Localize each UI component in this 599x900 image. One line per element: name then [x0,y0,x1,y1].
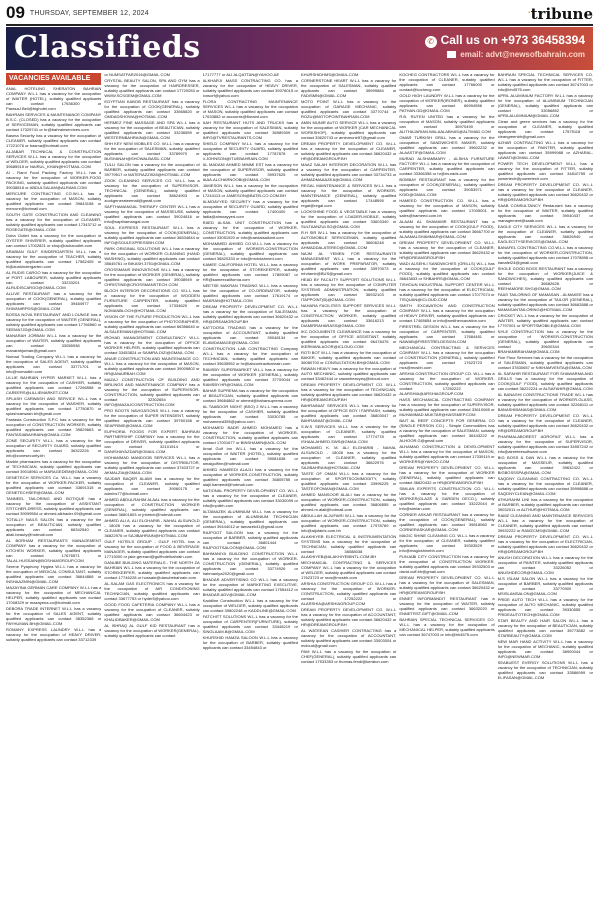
ad-column-1 [6,73,101,896]
classified-ad: SAPTHAMANGAL THERAPY CENTER W.L.L has a vacancy for the occupation of MASSEUSE, suitably qualified applicants can contact 39024816 or info@sapthamangal.com [104,204,200,224]
classified-ad: SHIELD COMPANY W.L.L has a vacancy for the occupation of SECURITY GUARD, suitably qualified applicants can contact 17787878 or V.JOHNSON@ITUEBAHRAIN.COM [202,141,298,161]
classified-ad: AL MADANI AHMED MIMMI EST has a vacancy for the occupation of SUPERVISOR, suitably qualified applicants can contact 39937625 or IAAA.ALCHARNOOBI@GMAIL.COM [202,162,298,182]
classified-ad: ALAKHIYEB ELECTRICAL & INSTRUMENTATION SYSTEMS has a vacancy for the occupation of TECHNICIAN, suitably qualified applicants can contact 38088038 or ALAKHIYEB@ALAKHIYEBINTL.COM.BH [300,534,397,559]
classified-ad: HAMEED CONSTRUCTION CO. W.L.L has a vacancy for the occupation of MASON, suitably qualified applicants can contact 17005001 or sales@hameed.com.bh [399,198,495,218]
classified-ad: HEAD BY FACILITY SUPPORT SOLUTIONS W.L.L has a vacancy for the occupation of COMPUTER SYSTEMS ADMINISTRATION, suitably qualified applicants can contact 36932103 or ITAPPOINT(B)@GMAIL.COM [300,277,397,302]
classified-ad: Nomad Trading Company W.L.L has a vacancy for the occupation of SALES AGENT, suitably qualified applicants can contact 33771701 or info@nomadbh.com [6,354,102,374]
classified-ad: MECHANICAL CONTRACTING & SERVICES COMPANY W.L.L has a vacancy for the occupation of WELDER, suitably qualified applicants can contact 17623723 or mcs@mcsbh.com [300,559,397,580]
classified-ad: MANARAH JORBAN W.L.L has a vacancy for the occupation of WAITER, suitably qualified applicants can contact 33055938 or manarahjorban@gmail.com [6,333,102,353]
classified-ad: ROTI BOT W.L.L has a vacancy for the occupation of BAKER, suitably qualified applicants can contact 36080700 or CONSULTATION.BH@GMAIL.COM [300,349,397,365]
classified-ad: PARK ORIGINAL SOLUTIONS W.L.L has a vacancy for the occupation of WORKER CLEANING (HAND WASHING), suitably qualified applicants can contact 35645761 or BIKASH.3751@GMAIL.COM [104,246,200,266]
classified-ad: AZHAR CONTRACTING W.L.L has a vacancy for the occupation of PAINTER, suitably qualified applicants can contact 35999988 or AZHARAL-LAWATI@GMAIL.COM [497,139,593,160]
classified-ad: GENETECH SERVICES Co. W.L.L has a vacancy for the occupation of WORKER-PACKER, suitably qualified applicants can contact 33691315 or GENETECHSER@GMAIL.COM [6,475,102,495]
classified-ad: KHURSHID HAMZA SALOON W.L.L has a vacancy for the occupation of BARBER, suitably qualified applicants can contact 33454843 or [202,635,298,651]
classified-ad: TOTALLY NAILS SALON has a vacancy for the occupation of BEAUTICIAN, suitably qualified applicants can contact 66342540 or aliali.beauty@hotmail.com [6,517,102,537]
classified-ad: Doha Outlet has a vacancy for the occupation of OYSTER SHIVERER, suitably qualified applicants can contact 17002821 or shop@dohaoutlet.com [6,233,102,248]
classified-ad: MAZAJ CONSTRUCTION OF BUILDING AND BIRLINGS AND MAINTENANCE COMPANY has a vacancy for the occupation of SUPERVISOR-CONSTRUCTION, suitably qualified applicants can contact 32302654 or INFO@MAZAJCONSTRUCTION.COM [104,377,200,407]
classified-ad: SMITH EXCAVATION AND CONSTRUCTION COMPANY W.L.L has a vacancy for the occupation of HEAVY DRIVER, suitably qualified applicants can contact 17465654 or info@smithexcavation.com [399,303,495,323]
classified-ad: DREAM PROPERTY DEVELOPMENT CO. W.L.L has a vacancy for the occupation of SALESMAN, suitably qualified applicants can contact 36620432 or HR@DREAMGROUP.BH [399,574,495,595]
page-header [6,4,593,22]
classified-ad: BAIT AL REEF CONCEPTS FOR GENERAL CO (SINGLE PERSON CO.) - Simple Commodities has a vacancy for the occupation of SALESMAN, suitably qualified applicants can contact 36443222 or ALHOOR.G@gmail.com [399,417,495,443]
classified-ad: ATHURAHM LINI has a vacancy for the occupation of BARBER, suitably qualified applicants can contact 39032011 or ALTHUR@HOTMAIL.COM [497,496,593,512]
masthead-logo [528,5,593,23]
classified-ad: REGAL MAINTENANCE & SERVICES W.L.L has a vacancy for the occupation of WORKER-MAINTENANCE (GENERAL), suitably qualified applicants can contact 17448595 or regal@regal.com [300,183,397,208]
classified-ad: Kaddline Construction W.L.L has a vacancy for the occupation of WELDER, suitably qualified applicants can contact 39802248 or KADDLINE@GMAIL.COM [202,598,298,614]
classified-ad: NATIONAL PROPERTY DEVELOPMENT CO. W.L.L has a vacancy for the occupation of CLEANER, suitably qualified applicants can contact 33030099 or info@npdbh.com [202,488,298,509]
classified-ad: ROMANY EXPRESS LAUNDRY W.L.L has a vacancy for the occupation of HEAVY DRIVER, suitably qualified applicants can contact 33712339 [6,627,102,642]
classified-ad: KATTOOSA TRADING has a vacancy for the occupation of ACCOUNTANT, suitably qualified applicants can contact 39048134 or ELAWDAMAGE@GMAIL.COM [202,325,298,346]
classified-ad: ZONE SECURITY W.L.L has a vacancy for the occupation of SECURITY GUARD, suitably qualified applicants can contact 36322226 or info@zonesecurity.bh [6,438,102,458]
classified-ad: ARSHIA CONSTRUCTION GROUP CO. W.L.L has a vacancy for the occupation of WORKER-CONSTRUCTION, suitably qualified applicants can contact 17252222 or ALARSHIA@ARSHIAGROUP.COM [399,370,495,396]
classified-ad: MOHAMED K. M. ALI ELGHARIB - NAHAL ALSUNOLD - 18026 has a vacancy for the occupation of CLEANER, suitably qualified applicants can contact 36822976 or SAJIBAHRAIN@HOTMAIL.COM [300,445,397,470]
classified-ad: BOSSA NOVA RESTAURANT AND LOUNGE has a vacancy for the occupation of WAITER (GENERAL), suitably qualified applicants can contact 17766560 or SEEMA7JD@GMAIL.COM [6,312,102,332]
classified-ad: SOUL EXPRESS RESTAURANT W.L.L has a vacancy for the occupation of COOK(GENERAL), suitably qualified applicants can contact 36834844 or INFO@SOULEXPRESSBH.COM [104,225,200,245]
classified-ad: AHMED MANSOOR ALALI has a vacancy for the occupation of WORKER-CONSTRUCTION, suitably qualified applicants can contact 36806555 or ahmed.m.alali@hotmail.com [300,492,397,512]
classified-ad: IKC DOCUMENTS CLEARANCE has a vacancy for the occupation of OFFICE ASSISTANT, suitably qualified applicants can contact 66478476 or IKERMANLAGOR@ICLOUD.COM [300,328,397,349]
ad-column-2 [104,73,199,896]
classified-ad: RAMZ CLEANING AND MAINTENANCE SERVICES W.L.L has a vacancy for the occupation of CLEANER, suitably qualified applicants can contact 39932222 or RAMZCMS@GMAIL.COM [497,513,593,533]
classified-ad: DREAM PROPERTY DEVELOPMENT CO. W.L.L has a vacancy for the occupation of TECHNICIAN, suitably qualified applicants can contact 36620432 or HR@DREAMGROUP.BH [300,382,397,402]
classified-ad: KOCHEG CONTRACTORS W.L.L has a vacancy for the occupation of CLEANER, suitably qualified applicants can contact 17766000 or contact@kochecg.com [399,73,495,92]
classified-ad: BAHRAIN SERVICES & MAINTENANCE COMPANY B.S.C. (CLOSED) has a vacancy for the occupation of SERVICEMAN, suitably qualified applicants can contact 17329741 or hr@bahrainservices.com [6,111,102,132]
section-heading: VACANCIES AVAILABLE [6,73,101,85]
classified-ad: ALHAMAD CONSTRUCTION & DEVELOPMENT W.L.L has a vacancy for the occupation of MASON, suitably qualified applicants can contact 17339119 or WORKERS@YAHOO.COM [399,443,495,464]
classified-ad: BOMBAY RESTAURANT has a vacancy for the occupation of COOK(GENERAL), suitably qualified applicants can contact 39053971 or KGID@GMAIL.COM [399,177,495,197]
classified-ad: RAJPOOT SALOON has a vacancy for the occupation of BARBER, suitably qualified applicants can contact 36801444 or RAJPOOTSALOON@GMAIL.COM [202,530,298,551]
classified-ad: Serene Pyaphony Hygiea W.L.L has a vacancy for the occupation of MEDICAL CONSULTANT, suitably qualified applicants can contact 36644868 or INSHAAZMIN@GMAIL.COM [6,564,102,584]
classified-ad: SAAB CONSULTANCY Restaurant has a vacancy for the occupation of WAITER, suitably qualified applicants can contact 39040437 or management@saab.com [497,202,593,223]
classified-ad: Marble pharmacies has a vacancy for the occupation of TECHNICIAN, suitably qualified applicants can contact 39018961 or MARAGEDEM@GMAIL.COM [6,459,102,474]
classified-ad: SAJDAR BAQER ALAWI has a vacancy for the occupation of CLEANER, suitably qualified applicants can contact 39060175 or admins77@hotmail.com [104,475,200,496]
classified-ad: MOHAMMED AHMED CO.W.L.L has a vacancy for the occupation of WORKER-CONSTRUCTION (GENERAL), suitably qualified applicants can contact 36820333 or info@mohdahmed.com [202,241,298,262]
banner-email-text: email: advt@newsofbahrain.com [460,50,585,59]
classified-ad: SHH KEY NEW MOBILES CO. W.L.L has a vacancy for the occupation of SALESMAN, suitably qualified applicants can contact 33789970 or BUSHANAH@SHOWALBASIL.COM [104,141,200,161]
classified-ad: RAMSBY SUPERMARKET W.L.L has a vacancy for the occupation of WORKER (GENERAL), suitably qualified applicants can contact 37709044 or RAMSBY.HR@GMAIL.COM [202,367,298,388]
classified-ad: PHARMALABOREST AGROFAIT W.L.L has a vacancy for the occupation of SUPERVISOR, suitably qualified applicants can contact 34557242 or info@alreeteesoftware.com [497,433,593,454]
classified-ad: MOHAMMAD MANDOOB SERVICES W.L.L has a vacancy for the occupation of DISTRIBUTOR, suitably qualified applicants can contact 37403727 or AKMALZIA@GMAIL.COM [104,454,200,475]
classified-ad: HERMEZ FINE MASSAGE AND SPA W.L.L has a vacancy for the occupation of BEAUTICIAN, suitably qualified applicants can contact 33236559 or WESTERNBAHRAIN@GMAIL.COM [104,120,200,140]
classified-ad: RAWAN HEAVY has a vacancy for the occupation of AUTO MECHANIC, suitably qualified applicants can contact 33462444 or rawanheavyeq@icloud.com [300,366,397,381]
classified-ad: Fantasia Construction S.P.C has a vacancy for the occupation of CONSTRUCTION WORKER, suitably qualified applicants can contact 39829663 or FANTASIABAHRAIN@GMAIL.COM [6,417,102,437]
ad-column-3 [203,73,298,896]
banner-title: Classifieds [14,30,201,65]
classified-ad: EUPHORIA FOODS FOR EXPERT BAHRAIN PARTNERSHIP COMPANY has a vacancy for the occupation of DRIVER, suitably qualified applicants can contact 32101514 or DANISHAYAZDAR@GMAIL.COM [104,429,200,454]
banner-phone [425,33,585,48]
classified-ad: AL TAABOOR NIGHT (BSG) 2 W.L.L has a vacancy for the occupation of CASHIER, suitably qualified applicants can contact 33030785 or mohammed355@yahoo.com [202,404,298,425]
classified-ad: JAMESON W.L.L has a vacancy for the occupation of MASON, suitably qualified applicants can contact 17244113 or JAMESON@BATELCO.COM.BH [202,183,298,199]
classified-ad: ZOOK CLEANING SERVICES CO. W.L.L has a vacancy for the occupation of SUPERVISOR-TECHNICAL (GENERAL), suitably qualified applicants can contact 38624903 or zookgenerateemail@gmail.com [104,178,200,203]
classified-ad: FATCHITT SOLUTIONS W.L.L has a vacancy for the occupation of CARPENTER(FURNITURE), suitably qualified applicants can contact 33448219 or SINGLAAM.B@GMAIL.COM [202,614,298,635]
classified-ad: LOOKSHINE FOOD & VEGETABLE has a vacancy for the occupation of LOADER-MOBILE, suitably qualified applicants can contact 33603340 or SULTAANZULSG@GMAIL.COM [300,209,397,229]
classified-ad: CONSTRUCTION LAB CONTRACTING Company W.L.L has a vacancy for the occupation of TECHNICIAN, suitably qualified applicants can contact 39635952 or hr@labcontractbahrain.com [202,346,298,367]
ads-columns [6,73,593,896]
classified-ad: TASTE OF OMAN W.L.L has a vacancy for the occupation of SPORTSCOMMODITY, suitably qualified applicants can contact 33996225 or TASTEOFOMAN@GMAIL.COM [300,471,397,491]
classified-ad: ARABIAN GULF KINDERGARTEN W.L.L has a vacancy for the occupation of TEACHER, suitably qualified applicants can contact 17582405 or hi@aunkindergarten.com [6,249,102,269]
classified-ad: DREAM PROPERTY DEVELOPMENT CO. W.L.L has a vacancy for the occupation of ACCOUNTANT, suitably qualified applicants can contact 36620432 or HR@DREAMGROUP.BH [300,606,397,627]
classified-ad: CROSSMANS INNOVATIONS W.L.L has a vacancy for the occupation of WORKER (GENERAL), suitably qualified applicants can contact 39038949 or CHRISTINE@CROSSMANSTECH.COM [104,267,200,287]
masthead-name: tribune [530,5,593,23]
classified-ad: IROHAD MANAGEMENT CONSULTANCY W.L.L has a vacancy for the occupation of OFFICE WORKER HELPER, suitably qualified applicants can contact 33453824 or SAIMRA.DIZI@GMAIL.COM [104,335,200,355]
classified-ad: PUNJABI CITY CONSTRUCTION has a vacancy for the occupation of CONSTRUCTION WORKER, suitably qualified applicants can contact 39332503 or david.cuff.bh@gmail.com [399,553,495,574]
classified-ad: 17177777 or ALI.ALQATTAN@YAHOO.AE [202,73,280,77]
classified-ad: CORNERSTONE HEART W.L.L has a vacancy for the occupation of SALESMAN, suitably qualified applicants can contact 35999684 or FADISMN@GMAIL.COM [300,78,397,98]
classified-ad: NEETSE MAKRAN TRADING W.L.L has a vacancy for the occupation of CO-ORDINATOR, suitably qualified applicants can contact 17619174 or MAKRAN@HOTMAIL.COM [202,283,298,304]
phone-icon: ✆ [425,36,437,48]
issue-date: THURSDAY, SEPTEMBER 12, 2024 [29,9,149,17]
classified-ad: GOLD HIGH LAUNDRY W.L.L has a vacancy for the occupation of WORKER(IRONER), suitably qualified applicants can contact 66994556 or PATHAN.GD@GMAIL.COM [399,93,495,113]
classified-ad: R.B. RUTEN UNITED has a vacancy for the occupation of MASON, suitably qualified applicants can contact 36970490 or ALITHAJARIAN.WALAALABHAS@ALTIMAD.COM [399,114,495,134]
classified-ad: DREAM PROPERTY DEVELOPMENT CO. W.L.L has a vacancy for the occupation of CLEANER, suitably qualified applicants can contact 36620432 or HR@DREAMGROUP.BH [497,181,593,202]
classified-ad: SEABUEST EVERGY SOLUTIONS W.L.L has a vacancy for the occupation of TECHNICIAN, suitably qualified applicants can contact 33586959 or ELIFASAN@GMAIL.COM [497,660,593,680]
classified-ad: R.H SIR W.L.L has a vacancy for the occupation of AUTOMOBILE SERVICEMAN, suitably qualified applicants can contact 36606248 or AHMADDALATEREO@GMAIL.COM [300,230,397,250]
classified-ad: RAED ALSAIL UNIT CONSTRUCTION has a vacancy for the occupation of WORKER-CONSTRUCTION, suitably qualified applicants can contact 33051920 or info@raedalsailunit.com [202,220,298,241]
classified-ad: BAHMANIYA BUILDING CONSTRUCTION W.L.L has a vacancy for the occupation of WORKER-CONSTRUCTION (GENERAL), suitably qualified applicants can contact 33774926 or bahmaniya2020@gmail.com [202,551,298,577]
classified-ad: S.W.S SERVICES W.L.L has a vacancy for the occupation of CLEANER, suitably qualified applicants can contact 17774778 or ISHAALAHMED.SWS@GMAIL.COM [300,424,397,444]
classified-ad: MOTO POINT W.L.L has a vacancy for the occupation of GARAGE MECHANIC, suitably qualified applicants can contact 33770744 or ROZU@MOTOPOINTBAHRAIN.COM [300,99,397,119]
classified-ad: KAMEE CALIFORNIA HOTEL W.L.L has a vacancy for the occupation of STOREKEEPER, suitably qualified applicants can contact 17809087 or HR@kameecalifornia.com [202,262,298,283]
ad-column-4 [301,73,396,896]
classified-ad: TANNEEL TAILORING AND BOTIQUE has a vacancy for the occupation of ASSISTANT STITCHER-DRESS, suitably qualified applicants can contact 39099554 or ahmed.alkhader.09@gmail.com [6,496,102,516]
classified-ad: BAHRAIN SPECIAL TECHNICAL SERVICES CO. W.L.L has a vacancy for the occupation of MECHANICAL HELPER, suitably qualified applicants can contact 36747003 or info@bh4575.com [399,616,495,637]
classified-ad: Al - Rami Food Packing Factory W.L.L has a vacancy for the occupation of WORKER-FOOD PACKING, suitably qualified applicants can contact 39038818 or ABDULSALAM@ALRAMI.COM [6,170,102,190]
classified-ad: Basma Security has a vacancy for the occupation of CLEANER, suitably qualified applicants can contact 17221076 or basma@hotmail.com [6,132,102,148]
classified-ad: GOOD FOOD CAFETERIA COMPANY W.L.L has a vacancy for the occupation of CLEANER, suitably qualified applicants can contact 36604423 or KHALIDBAKER@GMAIL.COM [104,601,200,622]
classified-ad: DREAM PROPERTY DEVELOPMENT CO. W.L.L has a vacancy for the occupation of ELECTRICIAN, suitably qualified applicants can contact 36620432 or HR@DREAMGROUP.BH [497,534,593,554]
classified-ad: FLORA CONTRACTING MAINTENANCE SERVICES W.L.L has a vacancy for the occupation of MASON, suitably qualified applicants can contact 17633882 or accounts@floraint.com [202,99,298,119]
logo-dot-icon: . [527,5,531,15]
classified-ad: DREAM PROPERTY DEVELOPMENT CO. W.L.L has a vacancy for the occupation of CLEANER, suitably qualified applicants can contact 36620432 or HR@DREAMGROUP.BH [300,141,397,161]
classified-ad: TULLI SALON has a vacancy for the occupation of BARBER, suitably qualified applicants can contact 39779517 or MATERAZZI928@HOTMAIL.COM [104,162,200,178]
classified-ad: AL SAFAHIR RESTAURANT FOR SHAWARMA AND GRILLS has a vacancy for the occupation of COOK(GULF FOOD), suitably qualified applicants can contact 36222224 or ALSAFAHIR@GMAIL.COM [497,370,593,391]
classified-ad: BIG BOSS & DAN W.L.L has a vacancy for the occupation of MASSEUR, suitably qualified applicants can contact 39632422 or BIGBOSSSPA@GMAIL.COM [497,454,593,475]
classified-ad: AL RUDIS CARGO has a vacancy for the occupation of PORT LABOURER, suitably qualified applicants can contact 33233201 or ALRUDISCARGO@GMAIL.COM [6,270,102,290]
mail-icon [447,51,456,58]
classifieds-banner [6,27,593,70]
banner-email [447,50,585,59]
classified-ad: SOUTH GATE CONSTRUCTION AND CLEANING has a vacancy for the occupation of CLEANER, suitably qualified applicants can contact 17343712 or ROSEGATE@GMAIL.COM [6,212,102,232]
classified-ad: AL BORHAM RESTAURANTS MANAGEMENT COMPANY has a vacancy for the occupation of KITCHEN WORKER, suitably qualified applicants can contact 17676571 or TALAL.HUSSAIN@BOSHAMGROUP.COM [6,538,102,563]
classified-ad: MURAD ALSHAMMARY - ALSIHA FURNITURE FACTORY W.L.L has a vacancy for the occupation of CARPENTER, suitably qualified applicants can contact 33366358 or hr@murads.com [399,156,495,176]
classified-ad: ALJABAR TECHNICAL & CONSTRUCTION SERVICES W.L.L has a vacancy for the occupation of WELDER, suitably qualified applicants can contact 39685915 or NAIRUL_KHAN@HOTMAIL.COM [6,149,102,169]
classified-ad: AL-SALAM GAS ELECTRONICS has a vacancy for the occupation of AIR CONDITIONING TECHNICIAN, suitably qualified applicants can contact 33677753 or hyder5@yahoo.com [104,580,200,601]
classified-ad: ALTAMAZEK ALUMINIUM W.L.L has a vacancy for the occupation of ALUMINIUM TECHNICIAN (GENERAL), suitably qualified applicants can contact 39444012 or tamazek41@gmail.com [202,509,298,530]
classified-ad: PAM W.L.L has a vacancy for the occupation of CHEF(GENERAL), suitably qualified applicants can contact 17533353 or thomas.fendi@keraton.com [300,648,397,664]
classified-ad: LILLIE BAHRAIN HYPER MARKET W.L.L has a vacancy for the occupation of CASHIER, suitably qualified applicants can contact 17266558 or CAREERS@LILLIEMARKET.COM [6,375,102,395]
classified-ad: GULF HOTELS GROUP - GULF HOTEL has a vacancy for the occupation of FOOD & BEVERAGE MANAGER, suitably qualified applicants can contact 17713000 or jake.gereard@gulfhotelbahrain.com [104,538,200,559]
classified-ad: PRIDE AUTO TECH W.L.L has a vacancy for the occupation of AUTO MECHANIC, suitably qualified applicants can contact 39330555 or PRIDEAUTOTECH@GMAIL.COM [497,597,593,617]
classified-ad: SAQDNY CLEANING CONTRACTING CO. W.L.L has a vacancy for the occupation of CLEANER, suitably qualified applicants can contact 35998888 or SAQDNYCLEAN@GMAIL.COM [497,475,593,496]
classified-ad: Amal Gulf Inn W.L.L has a vacancy for the occupation of WAITER (HOTEL), suitably qualified applicants can contact 39081838 or amalgulfinn@hotmail.com [202,446,298,467]
classified-ad: CRYSTAL BEAUTY SALON, SPA AND GYM has a vacancy for the occupation of HAIRDRESSER, suitably qualified applicants can contact 17720053 or WWW.SCSGEM@GMAIL.COM [104,78,200,98]
classified-ad: BHADAR ADVERTISING CO W.L.L has a vacancy for the occupation of MARKETING EXECUTIVE, suitably qualified applicants can contact 17554412 or BHADAR.ADV@GMAIL.COM [202,577,298,598]
classified-ad: DREAM PROPERTY DEVELOPMENT CO. W.L.L has a vacancy for the occupation of SALESMAN, suitably qualified applicants can contact 36620432 or HR@DREAMGROUP.BH [202,304,298,325]
classified-ad: ALAAM AL SHAMAMR RESTAURANT has a vacancy for the occupation of COOK(GULF FOOD), suitably qualified applicants can contact 36667700 or ALAAMALSHAMMAR@GMAIL.COM [399,219,495,239]
classified-ad: AL WATEEAN CASHIER CONTRACTING has a vacancy for the occupation of ACCOUNTANT, suitably qualified applicants can contact 33003004 or mcloud@gmail.com [300,627,397,648]
classified-ad: NYLE CONSTRUCTION has a vacancy for the occupation of WORKER-CONSTRUCTION (GENERAL), suitably qualified applicants can contact 39600344 or BRAHAMBRAHAM@GMAIL.COM [497,328,593,354]
classified-ad: ALKHARJI MASS CONTRACTING CO. has a vacancy for the occupation of HEAVY DRIVER, suitably qualified applicants can contact 39378015 or lonsorf@yahoo.com [202,78,298,98]
ad-column-6 [498,73,593,896]
classified-ad: Five Flour Services has a vacancy for the occupation of SALESMAN, suitably qualified applicants can contact 37830657 or NIKHAMVENTA@GMAIL.COM [497,354,593,370]
classified-ad: CRICKET W.L.L has a vacancy for the occupation of WAITER, suitably qualified applicants can contact 17797001 or SPORTSMOBILE@GMAIL.COM [497,312,593,328]
classified-ad: STAR BEAUTY AND HAIR SALON W.L.L has a vacancy for the occupation of BEAUTICIAN, suitably qualified applicants can contact 35773882 or STARBEAUTY@GMAIL.COM [497,618,593,638]
page-number: 09 [6,3,25,22]
classified-ad: MAAZ SALAH INTERIOR DECORATION W.L.L has a vacancy for the occupation of CARPENTER, suitably qualified applicants can contact 33734733 or AHMADMAAAZ8.6@GMAIL.COM [300,162,397,182]
classified-ad: SPLASH CARWASH AND SERVICE W.L.L has a vacancy for the occupation of WASHER, suitably qualified applicants can contact 17750870 or splashcarwash.bh@gmail.com [6,396,102,416]
classified-ad: Clean and green services has a vacancy for the occupation of CLEANER, suitably qualified applicants can contact 17575118 or cleangreenbh@gmail.com [497,118,593,139]
classified-ad: MECHANICAL CONTRACTING & SERVICES COMPANY W.L.L has a vacancy for the occupation of CONSTRUCTION (GENERAL), suitably qualified applicants can contact 17623723 or mcs@mcsbh.com [399,345,495,370]
classified-ad: AL BANASHI CONSTRUCTIONS TRADE W.L.L has a vacancy for the occupation of WORKER-GLASS, suitably qualified applicants can contact 32268111 or BANASHIBANAS@GMAIL.COM [497,391,593,412]
classified-ad: MAGIC SHINE CLEANING CO. W.L.L has a vacancy for the occupation of CLEANER, suitably qualified applicants can contact 39303529 or info@magicshinebh.com [399,532,495,553]
classified-ad: ARSHIA CONSTRUCTION GROUP CO. W.L.L has a vacancy for the occupation of WORKER-CONSTRUCTION, suitably qualified applicants can contact 17252222 or ALARSHIA@ARSHIAGROUP.COM [300,580,397,606]
classified-ad: EGYPTIAN KABOB RESTAURANT has a vacancy for the occupation of COOK(GENERAL), suitably qualified applicants can contact 33565820 or OMDADSHOWA@HOTMAIL.COM [104,99,200,119]
classified-ad: CORNER ASKAR RESTAURANT has a vacancy for the occupation of COOK(GENERAL), suitably qualified applicants can contact 39818060 or CORNERASKAR@GMAIL.COM [399,511,495,532]
classified-ad: M.S ISLAM SALON W.L.L has a vacancy for the occupation of BARBER, suitably qualified applicants can contact 33770900 or MSISLAMSALON@GMAIL.COM [497,576,593,596]
classified-ad: ENNET INFORMANDIT RESTAURANT has a vacancy for the occupation of WAITER, suitably qualified applicants can contact 36632020 or ENNETRST.GIFT@GMAIL.COM [399,595,495,616]
classified-ad: ABDULLAH ALJUFAIRI W.L.L has a vacancy for the occupation of WORKER-CONSTRUCTION, suitably qualified applicants can contact 17978789 or info@aljufairis.com.bh [300,513,397,533]
classified-ad: FIRESTREL DESIGN W.L.L has a vacancy for the occupation of CARPENTER, suitably qualified applicants can contact 17684481 or NAWAB@FIRESTRELDESIGN.COM [399,324,495,344]
classified-ad: ANAIR CONSTRUCTION AND MAINTENANCE CO. W.L.L has a vacancy for the occupation of MASON, suitably qualified applicants can contact 39009802 or HR@ANAIRBAH.COM [104,356,200,376]
classified-ad: NAJM AL YEMEN FOR RESTAURANTS MANAGEMENT W.L.L has a vacancy for the occupation of WORK PREPARATOR, suitably qualified applicants can contact 33970073 or mhrlamb@BUS@gmail.com [300,251,397,276]
classified-ad: PRO BOOTS NAVIGATIONS W.L.L has a vacancy for the occupation of SUPER INTENDENT, suitably qualified applicants can contact 39760158 or SEAPRIME@GMAIL.COM [104,408,200,428]
classified-ad: TISHOUN INDUSTRIAL SUPPORT CENTER W.L.L has a vacancy for the occupation of ELECTRICIAN, suitably qualified applicants can contact 17077074 or TISQUAN@ICLOUD.COM [399,282,495,302]
classified-ad: BLOCH INTERIOR DECORATIONS CO. W.L.L has a vacancy for the occupation of WOODEN FURNITURE CARPENTER, suitably qualified applicants can contact 17334620 or NOMANBLOCH@HOTMAIL.COM [104,288,200,313]
classified-ad: NAHARA FACILITIES SUPPORT SERVICES W.L.L has a vacancy for the occupation of CONSTRUCTION WORKER, suitably qualified applicants can contact 33616213 or DIAMIRRAHARASS@GMAIL.COM [300,303,397,328]
classified-ad: AHMED HAMEEDI ALAJLI has a vacancy for the occupation of WORKER-CONSTRUCTION, suitably qualified applicants can contact 36805755 or alajli.hameedi@hotmail.com [202,467,298,488]
classified-ad: DANUBE BUILDING MATERIALS - THE NORTH ZA BAHRAIN W.L.L has a vacancy for the occupation of STOREKEEPER, suitably qualified applicants can contact 17746228 or hussain@danubebahrain.com [104,559,200,580]
banner-phone-text: Call us on +973 36458394 [440,33,585,47]
classified-ad: BAHAR SUPREMA has a vacancy for the occupation of BEAUTICIAN, suitably qualified applicants can contact 39684862 or ahmed@baharsuprema.com [202,388,298,404]
classified-ad: ANUSH DECORATION W.L.L has a vacancy for the occupation of PAINTER, suitably qualified applicants can contact 33226052 or ANUSHDECOR@GMAIL.COM [497,555,593,575]
classified-ad: BANAFEL CONTRACTING CO.W.L.L has a vacancy for the occupation of WORKER-CONSTRUCTION, suitably qualified applicants can contact 17078898 or banafel24@gmail.com [497,244,593,265]
classified-ad: MERCURE CONTRACTING CO.W.L.L has a vacancy for the occupation of MASON, suitably qualified applicants can contact 39843158 or mercure@hotmail.com [6,191,102,211]
classified-ad: DREAM PROPERTY DEVELOPMENT CO. W.L.L has a vacancy for the occupation of WORKER (GENERAL), suitably qualified applicants can contact 36620432 or HR@DREAMGROUP.BH [399,464,495,485]
classified-ad: AAH RESTAURANT HUTS AND TRUCKS has a vacancy for the occupation of SALESMAN, suitably qualified applicants can contact 36989309 or INFO@TVRESTAURANTS.COM [202,120,298,140]
classified-ad: SHOLE GOOD BOSS RESTAURANT has a vacancy for the occupation of WORKER(JUICE & SANDWICHES), suitably qualified applicants can contact 36682626 or REEHAMORE.SHG@GMAIL.COM [497,265,593,291]
classified-ad: DEBORA TRADE INTERNET W.L.L has a vacancy for the occupation of SALES AGENT, suitably qualified applicants can contact 38352368 or PAYHUMAN.BH@GMAIL.COM [6,606,102,626]
classified-ad: BAHRAINIAT SERVICES W.L.L has a vacancy for the occupation of OFFICE BOY / FARRASH, suitably qualified applicants can contact 36803047 or BAHRAINIAT@GMAIL.COM [300,403,397,423]
classified-ad: NEW MAR HAND ACTIVITY W.L.L has a vacancy for the occupation of MECHANIC, suitably qualified applicants can contact 38900044 or INFO@NEWMAR.COM [497,639,593,659]
classified-ad: or NUMSATFAR2016@GMAIL.COM [104,73,170,77]
classified-ad: MAZAYINA GERMAN CARE COMPANY W.L.L has a vacancy for the occupation of MECHANICAL HELPER, suitably qualified applicants can contact 17008329 or mazayena.co@hotmail.com [6,585,102,605]
classified-ad: AHMED ABDULRAHIM ALAAL has a vacancy for the occupation of CONSTRUCTION WORKER (GENERAL), suitably qualified applicants can contact 36801803 or jnbetch@hotmail.com [104,496,200,517]
classified-ad: FAAS TAILORING OF MAMASAN - ALMAKEE has a vacancy for the occupation of TAILOR (GENERAL), suitably qualified applicants can contact 36662888 or MAMASANTAILORING@HOTMAIL.COM [497,291,593,312]
classified-ad: WADI ALSEHLI SANDWICHES (GRILLS) W.L.L has a vacancy for the occupation of COOK(GULF FOOD), suitably qualified applicants can contact 36643833 or SHBAHRS@GMAIL.COM [399,261,495,281]
classified-ad: KHURSHIDHMS@GMAIL.COM [300,73,359,77]
classified-ad: DREAM PROPERTY DEVELOPMENT CO. W.L.L has a vacancy for the occupation of CLEANER, suitably qualified applicants can contact 36620432 or HR@DREAMGROUP.BH [399,240,495,260]
classified-ad: EAGLE CITY SERVICES W.L.L has a vacancy for the occupation of CLEANER, suitably qualified applicants can contact 36626940 or EAGLECITYSERVICES@GMAIL.COM [497,223,593,244]
classified-ad: MOHAMED BADR AHMED MOHAMED has a vacancy for the occupation of WORKER-CONSTRUCTION, suitably qualified applicants can contact 17001677 or BINSHAMIN@AOL.COM [202,425,298,446]
classified-ad: ALLIVE RESTAURANT has a vacancy for the occupation of COOK(GENERAL), suitably qualified applicants can contact 39484977 or SHIVANIRPDS@GMAIL.COM [6,291,102,311]
classified-ad: ANAL HOTELING SHERATON BAHRAIN COMPANY W.L.L has a vacancy for the occupation of WAITER (HOTEL), suitably qualified applicants can contact 17536300 or ParasaJ.Bell@bighotel.com [6,86,102,111]
classified-ad: AHMED ALI A. ALI ELGHARIB - NAHAL ALSUNOLD - 18026 has a vacancy for the occupation of CLEANER, suitably qualified applicants can contact 36822976 or SAJIBAHRAIN@HOTMAIL.COM [104,517,200,538]
ad-column-5 [399,73,494,896]
classified-ad: DREAM PROPERTY DEVELOPMENT CO. W.L.L has a vacancy for the occupation of CLEANER, suitably qualified applicants can contact 36620432 or HR@DREAMGROUP.BH [497,412,593,433]
classified-ad: SIMLAN EXPERTS CONSTRUCTION CO. W.L.L has a vacancy for the occupation of WORKER(GLAZE & GARDEN DECO.), suitably qualified applicants can contact 33222044 or info@simlan.com [399,485,495,511]
classified-ad: BAHRAIN SPECIAL TECHNICAL SERVICES CO. W.L.L has a vacancy for the occupation of FITTER, suitably qualified applicants can contact 36747003 or info@bh4575.com [497,73,593,92]
classified-ad: AMIN MUNIR AUTO SERVICE W.L.L has a vacancy for the occupation of WORKER (CAR MECHANICAL WORKSHOP), suitably qualified applicants can contact 33620743 or aminmunir57@gmail.com [300,120,397,140]
classified-ad: OMAR TURKISH GRILL has a vacancy for the occupation of SANDWICHES MAKER, suitably qualified applicants can contact 39602232 or ALAASTIF@GMAIL.COM [399,135,495,155]
classified-ad: APRIL ALUMINIUM FACTORY W.L.L has a vacancy for the occupation of ALUMINIUM TECHNICIAN (GENERAL), suitably qualified applicants can contact 33056852 or APRILALUMINIUM@GMAIL.COM [497,93,593,118]
classified-ad: ALMOAYYED SECURITY has a vacancy for the occupation of SECURITY GUARD, suitably qualified applicants can contact 17400400 or fadia@almoayyed.com [202,199,298,220]
classified-ad: VISION OF THE FUTURE PRODUCTION W.L.L has a vacancy for the occupation of PHOTOGRAPHER, suitably qualified applicants can contact 66356640 or ALSALEEMAN4@HOTMAIL.COM [104,314,200,334]
header-rule [6,24,593,26]
classified-ad: POWER TECH DEVELOPMENT W.L.L has a vacancy for the occupation of FITTER, suitably qualified applicants can contact 34810755 or powertech@powertech.com [497,160,593,181]
classified-ad: HASS MECHANICAL CONTRACTING COMPANY has a vacancy for the occupation of SUPERVISOR, suitably qualified applicants can contact 33610065 or MUHAMMAD.MUKTAR@HASSMEP.COM [399,396,495,417]
classified-ad: AL ISHRAQ AL GULF KID RESTAURANT has a vacancy for the occupation of WORKER(GENERAL), suitably qualified applicants can contact [104,622,200,638]
